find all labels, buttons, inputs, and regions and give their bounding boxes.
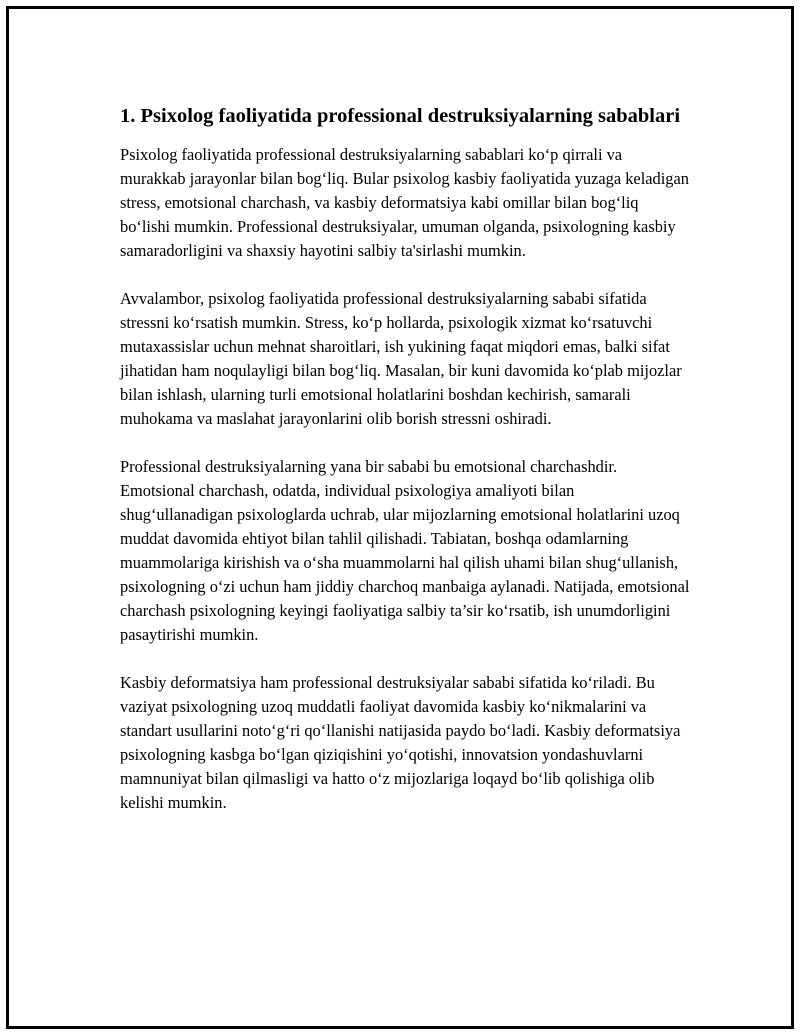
paragraph-intro: Psixolog faoliyatida professional destruksiyalarning sabablari ko‘p qirrali va murakkab jarayonlar bilan bog‘liq. Bular psixolog kasbiy faoliyatida yuzaga keladigan stress, emotsional charchash, va kasbiy deformatsiya kabi omillar bilan bog‘liq bo‘lishi mumkin. Professional destruksiyalar, umuman olganda, psixologning kasbiy samaradorligini va shaxsiy hayotini salbiy ta'sirlashi mumkin. xyxy=(120,145,689,260)
document-body xyxy=(120,102,690,839)
page-frame xyxy=(6,6,794,1029)
paragraph-stress: Avvalambor, psixolog faoliyatida professional destruksiyalarning sababi sifatida stressni ko‘rsatish mumkin. Stress, ko‘p hollarda, psixologik xizmat ko‘rsatuvchi mutaxassislar uchun mehnat sharoitlari, ish yukining faqat miqdori emas, balki sifat jihatidan ham noqulayligi bilan bog‘liq. Masalan, bir kuni davomida ko‘plab mijozlar bilan ishlash, ularning turli emotsional holatlarini boshdan kechirish, samarali muhokama va maslahat jarayonlarini olib borish stressni oshiradi. xyxy=(120,289,682,428)
paragraph-emotional-exhaustion: Professional destruksiyalarning yana bir sababi bu emotsional charchashdir. Emotsional charchash, odatda, individual psixologiya amaliyoti bilan shug‘ullanadigan psixologlarda uchrab, ular mijozlarning emotsional holatlarini uzoq muddat davomida ehtiyot bilan tahlil qilishadi. Tabiatan, boshqa odamlarning muammolariga kirishish va o‘sha muammolarni hal qilish uhami bilan shug‘ullanish, psixologning o‘zi uchun ham jiddiy charchoq manbaiga aylanadi. Natijada, emotsional charchash psixologning keyingi faoliyatiga salbiy ta’sir ko‘rsatib, ish unumdorligini pasaytirishi mumkin. xyxy=(120,457,690,644)
paragraph-professional-deformation: Kasbiy deformatsiya ham professional destruksiyalar sababi sifatida ko‘riladi. Bu vaziyat psixologning uzoq muddatli faoliyat davomida kasbiy ko‘nikmalarini va standart usullarini noto‘g‘ri qo‘llanishi natijasida paydo bo‘ladi. Kasbiy deformatsiya psixologning kasbga bo‘lgan qiziqishini yo‘qotishi, innovatsion yondashuvlarni mamnuniyat bilan qilmasligi va hatto o‘z mijozlariga loqayd bo‘lib qolishiga olib kelishi mumkin. xyxy=(120,673,681,812)
section-heading: 1. Psixolog faoliyatida professional destruksiyalarning sabablari xyxy=(120,105,681,127)
